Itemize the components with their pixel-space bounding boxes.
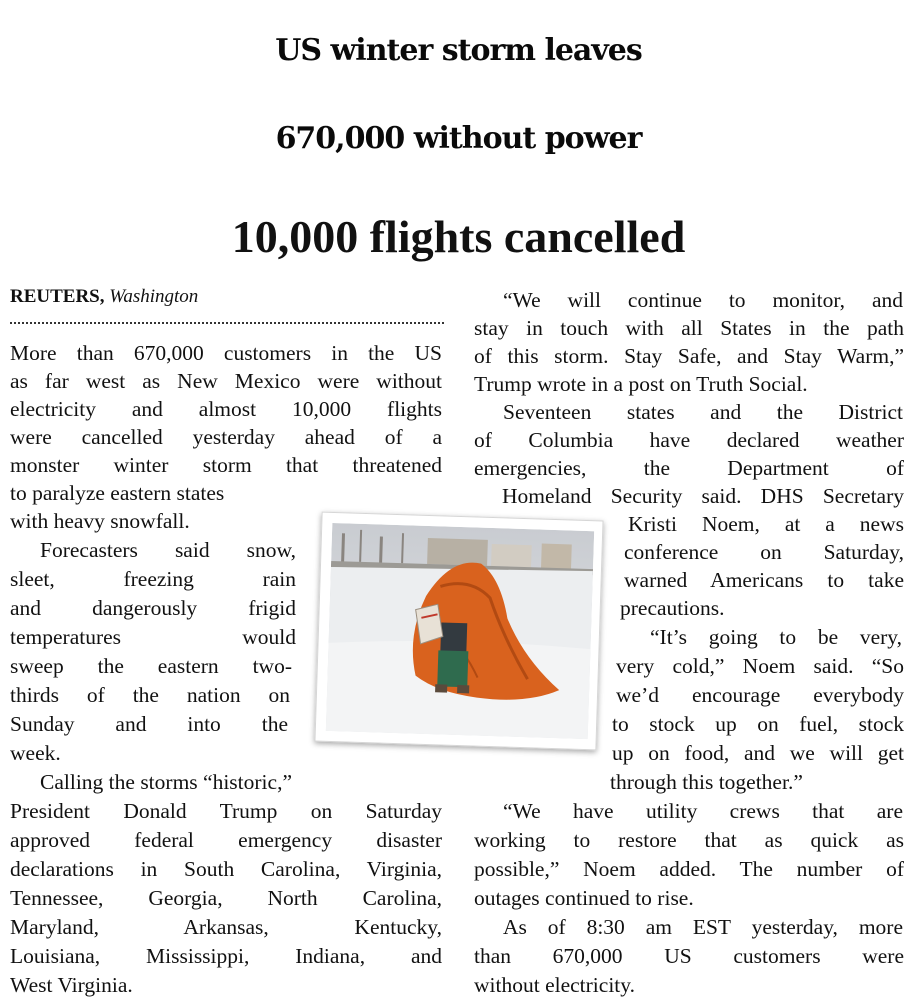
subheadline: 10,000 flights cancelled xyxy=(231,211,686,262)
body-text-line: Calling the storms “historic,” xyxy=(40,770,292,794)
byline xyxy=(10,286,198,308)
headline-line-1: US winter storm leaves xyxy=(275,33,642,68)
byline-agency: REUTERS, xyxy=(10,286,105,307)
body-text-line: of Columbia have declared weather xyxy=(474,428,904,452)
body-text-line: as far west as New Mexico were without xyxy=(10,369,442,393)
body-text-line: Homeland Security said. DHS Secretary xyxy=(502,484,904,508)
body-text-line: As of 8:30 am EST yesterday, more xyxy=(503,915,903,939)
body-text-line: Kristi Noem, at a news xyxy=(628,512,904,536)
body-text-line: sweep the eastern two- xyxy=(10,654,292,678)
body-text-line: warned Americans to take xyxy=(624,568,904,592)
body-text-line: to paralyze eastern states xyxy=(10,481,225,505)
body-text-line: Louisiana, Mississippi, Indiana, and xyxy=(10,944,442,968)
body-text-line: More than 670,000 customers in the US xyxy=(10,341,442,365)
body-text-line: electricity and almost 10,000 flights xyxy=(10,397,442,421)
body-text-line: possible,” Noem added. The number of xyxy=(474,857,904,881)
body-text-line: stay in touch with all States in the path xyxy=(474,316,904,340)
byline-divider xyxy=(10,322,444,324)
body-text-line: Maryland, Arkansas, Kentucky, xyxy=(10,915,442,939)
body-text-line: and dangerously frigid xyxy=(10,596,296,620)
body-text-line: with heavy snowfall. xyxy=(10,509,190,533)
body-text-line: sleet, freezing rain xyxy=(10,567,296,591)
body-text-line: very cold,” Noem said. “So xyxy=(616,654,904,678)
body-text-line: thirds of the nation on xyxy=(10,683,290,707)
body-text-line: outages continued to rise. xyxy=(474,886,694,910)
body-text-line: Trump wrote in a post on Truth Social. xyxy=(474,372,808,396)
body-text-line: of this storm. Stay Safe, and Stay Warm,” xyxy=(474,344,904,368)
body-text-line: to stock up on fuel, stock xyxy=(612,712,904,736)
body-text-line: “It’s going to be very, xyxy=(650,625,902,649)
body-text-line: without electricity. xyxy=(474,973,635,997)
person-in-sleeping-bag-icon xyxy=(326,523,594,739)
headline-line-2: 670,000 without power xyxy=(275,121,642,156)
body-text-line: we’d encourage everybody xyxy=(616,683,904,707)
body-text-line: emergencies, the Department of xyxy=(474,456,904,480)
body-text-line: Forecasters said snow, xyxy=(40,538,296,562)
body-text-line: working to restore that as quick as xyxy=(474,828,904,852)
body-text-line: conference on Saturday, xyxy=(624,540,904,564)
body-text-line: Sunday and into the xyxy=(10,712,288,736)
news-photo xyxy=(314,512,603,751)
body-text-line: approved federal emergency disaster xyxy=(10,828,442,852)
body-text-line: West Virginia. xyxy=(10,973,133,997)
byline-place: Washington xyxy=(109,286,199,307)
body-text-line: Seventeen states and the District xyxy=(503,400,903,424)
body-text-line: week. xyxy=(10,741,61,765)
body-text-line: precautions. xyxy=(620,596,725,620)
body-text-line: temperatures would xyxy=(10,625,296,649)
body-text-line: President Donald Trump on Saturday xyxy=(10,799,442,823)
body-text-line: monster winter storm that threatened xyxy=(10,453,442,477)
body-text-line: than 670,000 US customers were xyxy=(474,944,904,968)
body-text-line: “We have utility crews that are xyxy=(503,799,903,823)
body-text-line: were cancelled yesterday ahead of a xyxy=(10,425,442,449)
body-text-line: up on food, and we will get xyxy=(612,741,904,765)
body-text-line: “We will continue to monitor, and xyxy=(503,288,903,312)
body-text-line: Tennessee, Georgia, North Carolina, xyxy=(10,886,442,910)
body-text-line: through this together.” xyxy=(610,770,803,794)
body-text-line: declarations in South Carolina, Virginia, xyxy=(10,857,442,881)
